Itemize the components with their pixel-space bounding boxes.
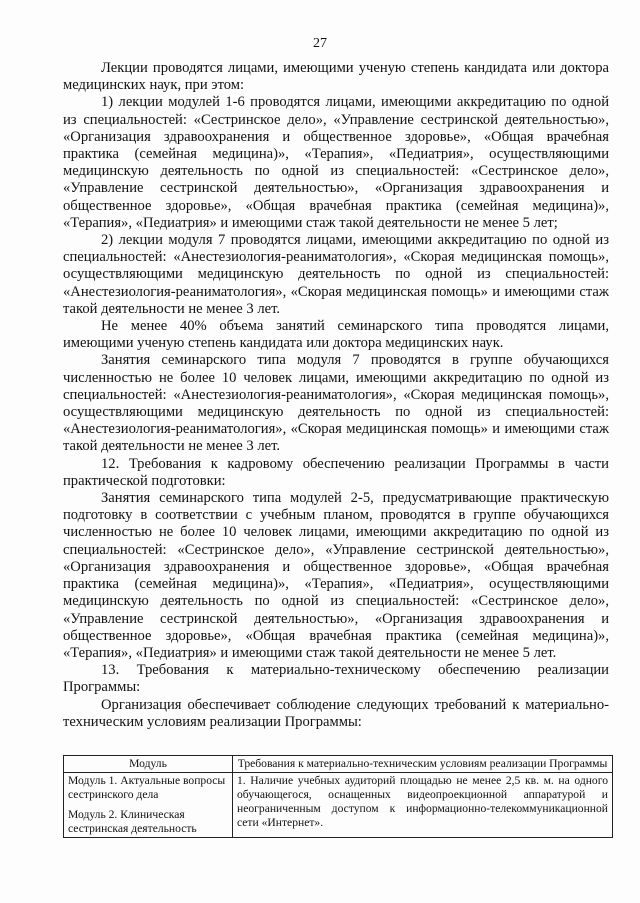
requirements-table — [63, 755, 613, 838]
table-row — [64, 773, 613, 838]
requirement-1: 1. Наличие учебных аудиторий площадью не менее 2,5 кв. м. на одного обучающегося, оснащенных видеопроекционной аппаратурой и неограниченным доступом к информационно-телекоммуникационной сети «Интернет». — [233, 773, 613, 838]
table-header-row — [64, 756, 613, 773]
page-number: 27 — [313, 36, 327, 51]
header-module: Модуль — [64, 756, 233, 773]
paragraph-lectures-modules-1-6: 1) лекции модулей 1-6 проводятся лицами, имеющими аккредитацию по одной из специальностей: «Сестринское дело», «Управление сестринской деятельностью», «Организация здравоохранения и общественное здоровье», «Общая врачебная практика (семейная медицина)», «Терапия», «Педиатрия», осуществляющими медицинскую деятельность по одной из специальностей: «Сестринское дело», «Управление сестринской деятельностью», «Организация здравоохранения и общественное здоровье», «Общая врачебная практика (семейная медицина)», «Терапия», «Педиатрия» и имеющими стаж такой деятельности не менее 5 лет; — [63, 94, 609, 231]
module-2-label: Модуль 2. Клиническая сестринская деятельность — [68, 808, 197, 835]
section-12-heading: 12. Требования к кадровому обеспечению реализации Программы в части практической подготовки: — [63, 455, 609, 489]
section-13-heading: 13. Требования к материально-техническому обеспечению реализации Программы: — [63, 662, 609, 696]
header-requirements: Требования к материально-техническим условиям реализации Программы — [233, 756, 613, 773]
paragraph-seminar-share: Не менее 40% объема занятий семинарского типа проводятся лицами, имеющими ученую степень кандидата или доктора медицинских наук. — [63, 318, 609, 352]
paragraph-seminar-module-7: Занятия семинарского типа модуля 7 проводятся в группе обучающихся численностью не более 10 человек лицами, имеющими аккредитацию по одной из специальностей: «Анестезиология-реаниматология», «Скорая медицинская помощь», осуществляющими медицинскую деятельность по одной из специальностей: «Анестезиология-реаниматология», «Скорая медицинская помощь» и имеющими стаж такой деятельности не менее 3 лет. — [63, 352, 609, 455]
paragraph-lectures-module-7: 2) лекции модуля 7 проводятся лицами, имеющими аккредитацию по одной из специальностей: «Анестезиология-реаниматология», «Скорая медицинская помощь», осуществляющими медицинскую деятельность по одной из специальностей: «Анестезиология-реаниматология», «Скорая медицинская помощь» и имеющими стаж такой деятельности не менее 3 лет. — [63, 232, 609, 317]
module-1-label: Модуль 1. Актуальные вопросы сестринского дела — [68, 774, 226, 801]
paragraph-lectures-intro: Лекции проводятся лицами, имеющими ученую степень кандидата или доктора медицинских наук, при этом: — [63, 60, 609, 94]
document-body — [63, 60, 609, 731]
paragraph-seminar-modules-2-5: Занятия семинарского типа модулей 2-5, предусматривающие практическую подготовку в соответствии с учебным планом, проводятся в группе обучающихся численностью не более 10 человек лицами, имеющими аккредитацию по одной из специальностей: «Сестринское дело», «Управление сестринской деятельностью», «Организация здравоохранения и общественное здоровье», «Общая врачебная практика (семейная медицина)», «Терапия», «Педиатрия», осуществляющими медицинскую деятельность по одной из специальностей: «Сестринское дело», «Управление сестринской деятельностью», «Организация здравоохранения и общественное здоровье», «Общая врачебная практика (семейная медицина)», «Терапия», «Педиатрия» и имеющими стаж такой деятельности не менее 5 лет. — [63, 490, 609, 661]
paragraph-organization-requirements: Организация обеспечивает соблюдение следующих требований к материально-техническим условиям реализации Программы: — [63, 696, 609, 730]
module-cell — [64, 773, 233, 838]
